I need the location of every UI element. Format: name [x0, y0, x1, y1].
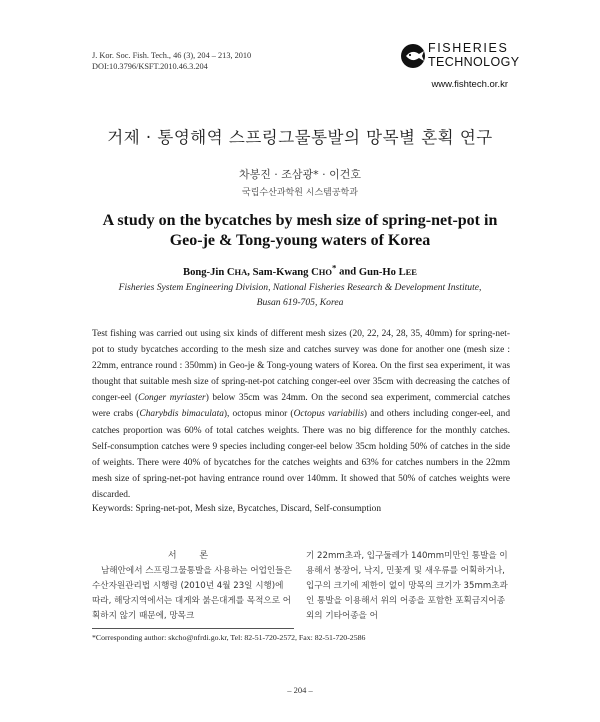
doi: DOI:10.3796/KSFT.2010.46.3.204	[92, 62, 208, 71]
journal-website[interactable]: www.fishtech.or.kr	[431, 79, 508, 90]
english-title-line1: A study on the bycatches by mesh size of spring-net-pot in	[102, 212, 498, 229]
english-title-line2: Geo-je & Tong-young waters of Korea	[169, 232, 431, 249]
keywords: Keywords: Spring-net-pot, Mesh size, Bycatches, Discard, Self-consumption	[92, 504, 382, 514]
author-3: Gun-Ho LEE	[358, 266, 417, 278]
logo-text-fisheries: FISHERIES	[428, 41, 509, 55]
logo-text-technology: TECHNOLOGY	[428, 55, 520, 69]
journal-header	[92, 50, 251, 72]
journal-citation: J. Kor. Soc. Fish. Tech., 46 (3), 204 – 213, 2010	[92, 51, 252, 60]
english-title	[0, 211, 600, 251]
footnote-divider	[92, 628, 294, 629]
korean-title: 거제 · 통영해역 스프링그물통발의 망목별 혼획 연구	[107, 128, 493, 147]
corresponding-mark: *	[332, 262, 337, 272]
page-number: – 204 –	[287, 685, 313, 695]
journal-logo	[400, 41, 520, 71]
author-1: Bong-Jin CHA	[183, 266, 248, 278]
abstract: Test fishing was carried out using six kinds of different mesh sizes (20, 22, 24, 28, 35, 40mm) for spring-net-pot to study bycatches according to the mesh size and catches survey was done for another one (mesh size : 22mm, entrance round : 350mm) in Geo-je & Tong-young waters of Korea. On the first sea experiment, it was thought that suitable mesh size of spring-net-pot catching conger-eel over 35cm with decreasing the catches of conger-eel (Conger myriaster) below 35cm was 24mm. On the second sea experiment, commercial catches were crabs (Charybdis bimaculata), octopus minor (Octopus variabilis) and others including conger-eel, and catches proportion was 60% of total catches weights. There was no big difference for the monthly catches. Self-consumption catches were 9 species including conger-eel below 35cm holding 50% of catches in the side of weights. There were 40% of bycatches for the catches weights and 63% for catches numbers in the 22mm mesh size of spring-net-pot having entrance round over 140mm. It showed that 50% of catches weights were discarded.	[92, 329, 511, 500]
author-2: Sam-Kwang CHO*	[252, 262, 337, 278]
intro-right-column: 기 22mm초과, 입구둘레가 140mm미만인 통발을 이용해서 붕장어, 낙지, 민꽃게 및 새우류를 어획하거나, 입구의 크기에 제한이 없이 망목의 크기가 35mm초과인 통발을 이용해서 위의 어종을 포함한 포획금지어종 외의 기타어종을 어	[306, 551, 508, 621]
fish-logo-icon	[400, 41, 430, 71]
species-name: Charybdis bimaculata	[139, 409, 224, 420]
korean-affiliation: 국립수산과학원 시스템공학과	[242, 188, 358, 198]
species-name: Octopus variabilis	[293, 409, 364, 420]
species-name: Conger myriaster	[138, 393, 206, 404]
intro-paragraph-start: 남해안에서 스프링그물통발을 사용하는 어업인들은 수산자원관리법 시행령 (2010년 4월 23일 시행)에 따라, 해당지역에서는 대게와 붉은대게를 목적으로 어획하지 않기 때문에, 망목크	[92, 566, 292, 621]
english-affiliation: Fisheries System Engineering Division, National Fisheries Research & Development Institute, Busan 619-705, Korea	[118, 282, 482, 308]
section-heading-introduction: 서 론	[167, 551, 219, 561]
english-authors: Bong-Jin CHA, Sam-Kwang CHO* and Gun-Ho LEE	[183, 262, 417, 278]
corresponding-author-footnote: *Corresponding author: skcho@nfrdi.go.kr, Tel: 82-51-720-2572, Fax: 82-51-720-2586	[92, 633, 366, 642]
korean-authors: 차봉진 · 조삼광* · 이건호	[238, 168, 362, 181]
intro-left-column	[92, 549, 294, 624]
